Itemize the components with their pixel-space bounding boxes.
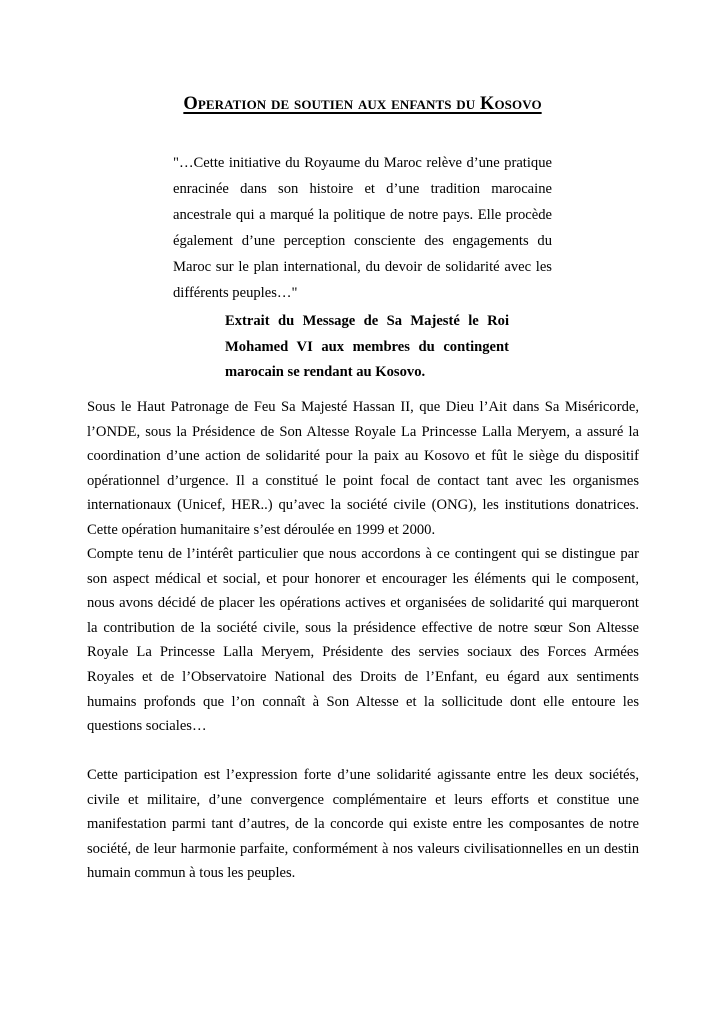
page-title: Operation de soutien aux enfants du Kosovo bbox=[183, 94, 542, 114]
royal-quote: "…Cette initiative du Royaume du Maroc relève d’une pratique enracinée dans son histoire et d’une tradition marocaine ancestrale qui a marqué la politique de notre pays. Elle procède également d’une perception consciente des engagements du Maroc sur le plan international, du devoir de solidarité avec les différents peuples…" bbox=[173, 155, 552, 301]
body-paragraph-3: Cette participation est l’expression forte d’une solidarité agissante entre les deux sociétés, civile et militaire, d’une convergence complémentaire et leurs efforts et constitue une manifestation parmi tant d’autres, de la concorde qui existe entre les composantes de notre société, de leur harmonie parfaite, conformément à nos valeurs civilisationnelles en un destin humain commun à tous les peuples. bbox=[87, 767, 639, 882]
body-paragraph-1: Sous le Haut Patronage de Feu Sa Majesté Hassan II, que Dieu l’Ait dans Sa Miséricorde, l’ONDE, sous la Présidence de Son Altesse Royale La Princesse Lalla Meryem, a assuré la coordination d’une action de solidarité pour la paix au Kosovo et fût le siège du dispositif opérationnel d’urgence. Il a constitué le point focal de contact tant avec les organismes internationaux (Unicef, HER..) qu’avec la société civile (ONG), les institutions donatrices. Cette opération humanitaire s’est déroulée en 1999 et 2000. bbox=[87, 399, 639, 538]
body-paragraph-2: Compte tenu de l’intérêt particulier que nous accordons à ce contingent qui se distingue par son aspect médical et social, et pour honorer et encourager les éléments qui le composent, nous avons décidé de placer les opérations actives et organisées de solidarité qui marqueront la contribution de la société civile, sous la présidence effective de notre sœur Son Altesse Royale La Princesse Lalla Meryem, Présidente des servies sociaux des Forces Armées Royales et de l’Observatoire National des Droits de l’Enfant, eu égard aux sentiments humains profonds que l’on connaît à Son Altesse et la sollicitude dont elle entoure les questions sociales… bbox=[87, 546, 639, 735]
quote-attribution: Extrait du Message de Sa Majesté le Roi Mohamed VI aux membres du contingent marocain se rendant au Kosovo. bbox=[225, 313, 509, 380]
